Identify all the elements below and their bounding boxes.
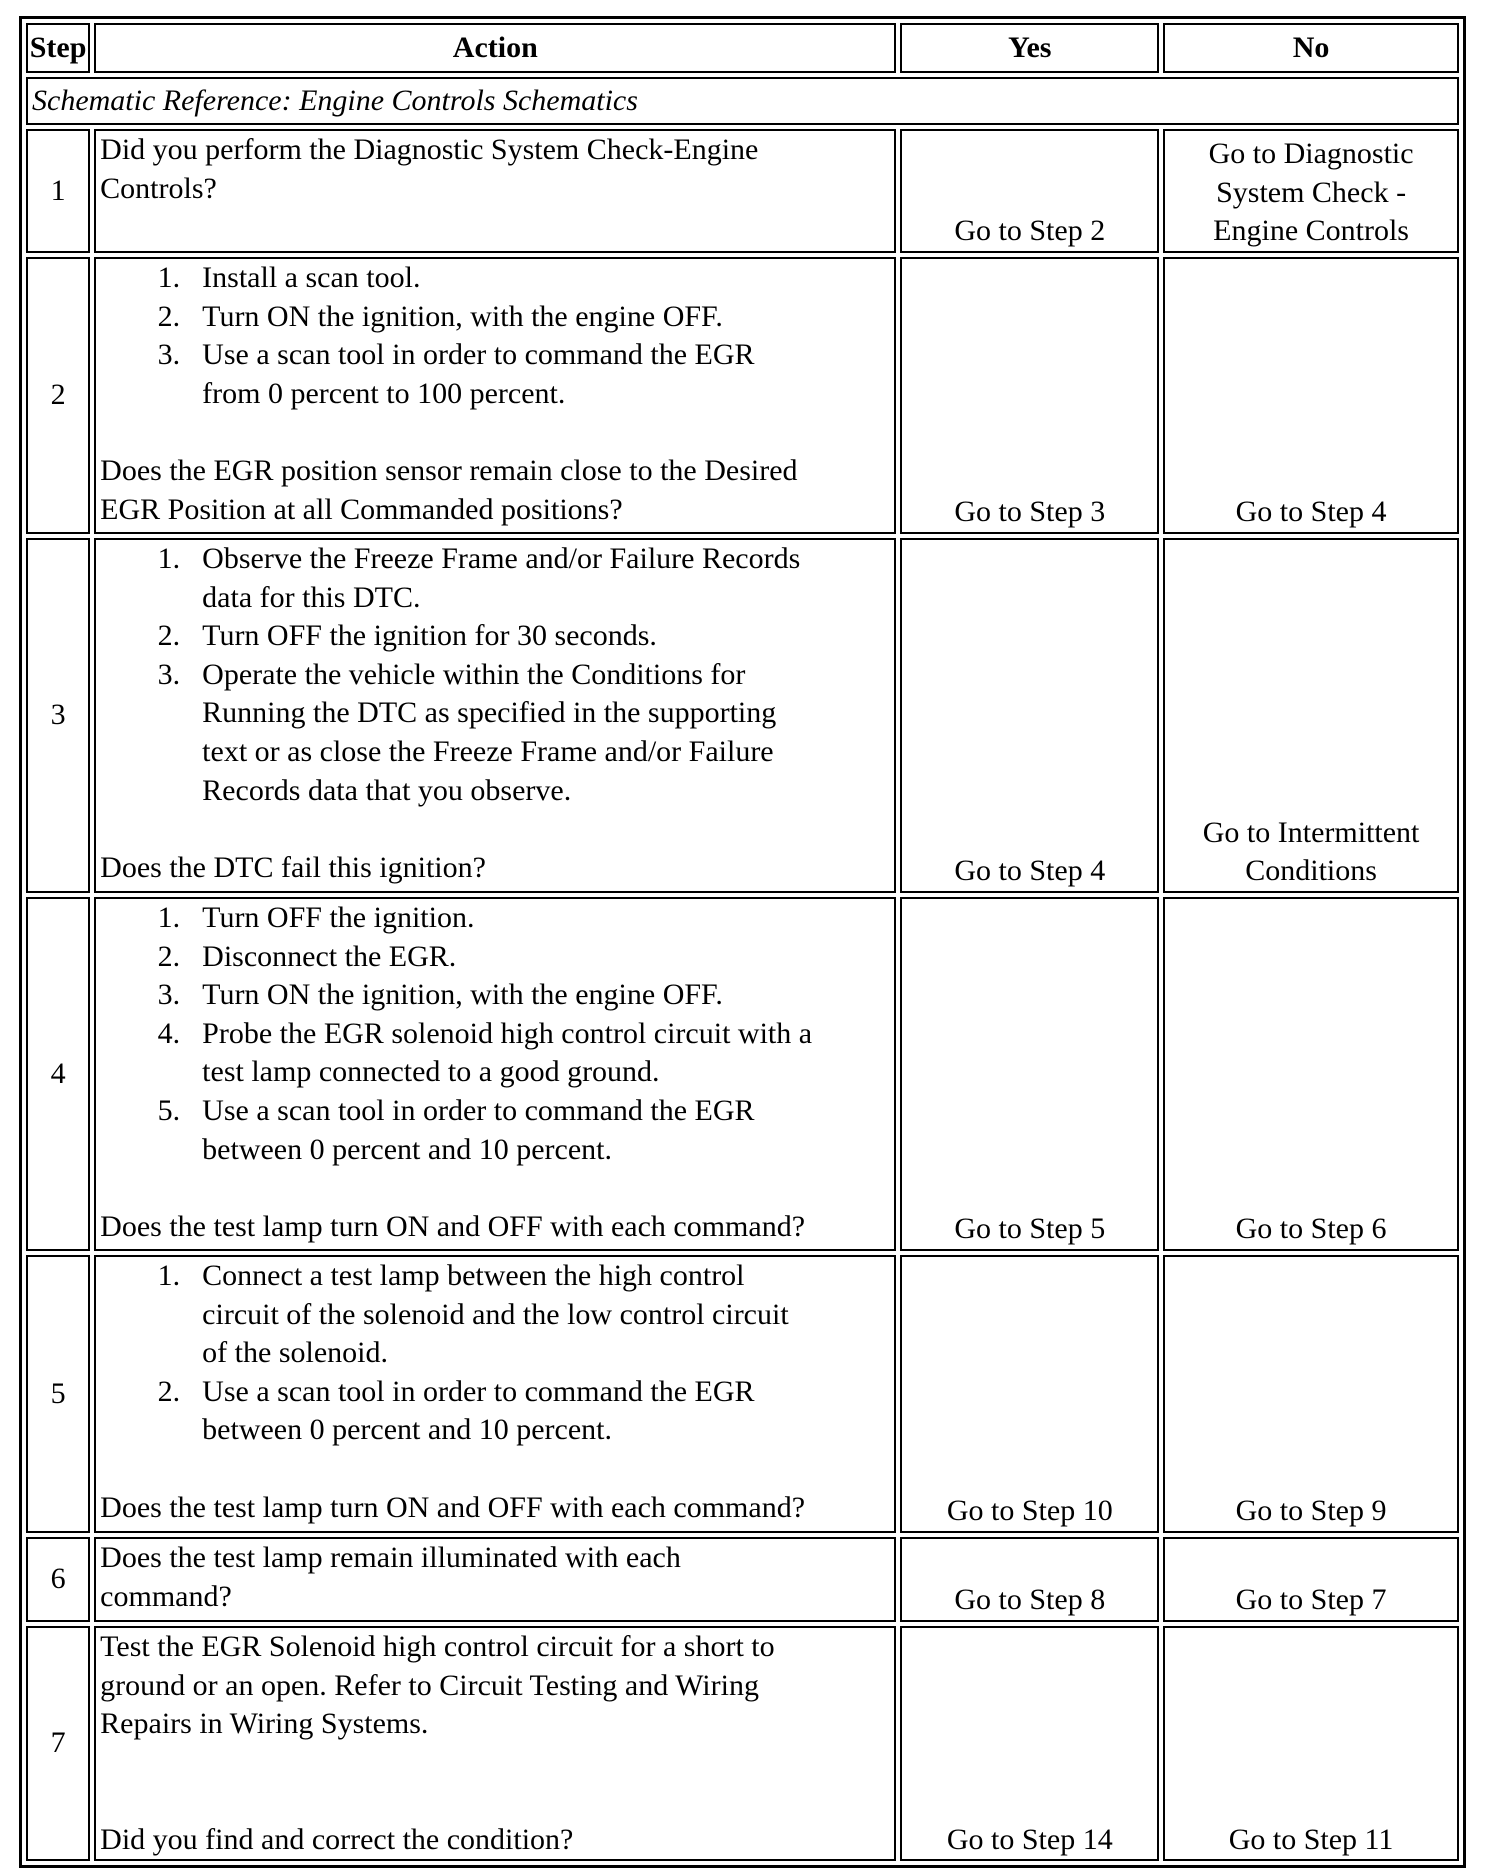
step-number: 4 <box>26 897 90 1251</box>
no-result: Go to Intermittent Conditions <box>1163 538 1459 893</box>
schematic-reference: Schematic Reference: Engine Controls Schematics <box>26 77 1459 125</box>
action-steps <box>100 540 890 810</box>
action-step-item <box>100 1373 890 1450</box>
action-step-item <box>100 617 890 656</box>
action-text: Test the EGR Solenoid high control circuit for a short to ground or an open. Refer to Circuit Testing and Wiring Repairs in Wiring Systems. <box>100 1630 775 1741</box>
step-item-number: 1. <box>157 261 181 294</box>
action-question: Does the test lamp turn ON and OFF with each command? <box>100 1209 806 1243</box>
yes-result: Go to Step 8 <box>900 1537 1159 1622</box>
step-item-text: Observe the Freeze Frame and/or Failure Records data for this DTC. <box>202 542 801 614</box>
header-row <box>26 23 1459 73</box>
step-item-text: Disconnect the EGR. <box>202 939 457 973</box>
table-row <box>26 897 1459 1251</box>
step-item-number: 5. <box>157 1093 181 1127</box>
header-yes: Yes <box>900 23 1159 73</box>
yes-result: Go to Step 4 <box>900 538 1159 893</box>
action-question: Does the EGR position sensor remain close to the Desired EGR Position at all Commanded positions? <box>100 453 798 526</box>
step-item-number: 2. <box>157 619 181 653</box>
header-no: No <box>1163 23 1459 73</box>
step-item-text: Probe the EGR solenoid high control circuit with a test lamp connected to a good ground. <box>202 1016 813 1089</box>
step-item-text: Turn OFF the ignition. <box>202 901 475 934</box>
step-item-text: Use a scan tool in order to command the EGR between 0 percent and 10 percent. <box>202 1374 755 1447</box>
step-item-text: Turn ON the ignition, with the engine OFF. <box>202 299 723 333</box>
table-row <box>26 257 1459 534</box>
yes-result: Go to Step 10 <box>900 1255 1159 1533</box>
table-row <box>26 1626 1459 1861</box>
step-item-text: Use a scan tool in order to command the EGR from 0 percent to 100 percent. <box>202 338 755 410</box>
header-step: Step <box>26 23 90 73</box>
table-row <box>26 1537 1459 1622</box>
action-step-item <box>100 1015 890 1092</box>
no-result: Go to Step 9 <box>1163 1255 1459 1533</box>
yes-result: Go to Step 3 <box>900 257 1159 534</box>
action-steps <box>100 1257 890 1450</box>
action-step-item <box>100 259 890 298</box>
action-question: Does the test lamp turn ON and OFF with each command? <box>100 1490 806 1524</box>
step-number: 7 <box>26 1626 90 1861</box>
no-result: Go to Step 11 <box>1163 1626 1459 1861</box>
action-steps <box>100 259 890 413</box>
no-result: Go to Step 7 <box>1163 1537 1459 1622</box>
action-cell <box>94 1255 896 1533</box>
step-item-number: 1. <box>157 542 181 575</box>
step-item-number: 4. <box>157 1016 181 1050</box>
action-cell <box>94 538 896 893</box>
no-result: Go to Step 4 <box>1163 257 1459 534</box>
action-step-item <box>100 298 890 337</box>
action-cell <box>94 129 896 253</box>
action-cell <box>94 897 896 1251</box>
action-step-item <box>100 336 890 413</box>
step-item-number: 2. <box>157 939 181 973</box>
step-number: 5 <box>26 1255 90 1533</box>
step-item-number: 2. <box>157 299 181 333</box>
action-step-item <box>100 976 890 1015</box>
table-row <box>26 538 1459 893</box>
action-step-item <box>100 1092 890 1169</box>
action-text: Does the test lamp remain illuminated with each command? <box>100 1541 681 1613</box>
header-action: Action <box>94 23 896 73</box>
action-step-item <box>100 656 890 810</box>
action-cell <box>94 1626 896 1861</box>
yes-result: Go to Step 2 <box>900 129 1159 253</box>
step-number: 6 <box>26 1537 90 1622</box>
action-step-item <box>100 540 890 617</box>
step-item-number: 1. <box>157 901 181 934</box>
table-row <box>26 1255 1459 1533</box>
step-item-number: 3. <box>157 978 181 1012</box>
step-item-number: 1. <box>157 1259 181 1292</box>
step-item-text: Turn ON the ignition, with the engine OFF. <box>202 978 723 1012</box>
step-item-number: 3. <box>157 657 181 691</box>
step-number: 1 <box>26 129 90 253</box>
step-item-text: Connect a test lamp between the high control circuit of the solenoid and the low control circuit of the solenoid. <box>202 1259 789 1370</box>
step-item-number: 2. <box>157 1374 181 1408</box>
action-steps <box>100 899 890 1169</box>
action-cell <box>94 257 896 534</box>
schematic-reference-row <box>26 77 1459 125</box>
action-text: Did you perform the Diagnostic System Check-Engine Controls? <box>100 133 759 205</box>
step-item-number: 3. <box>157 338 181 372</box>
action-question: Does the DTC fail this ignition? <box>100 850 486 884</box>
no-result: Go to Diagnostic System Check - Engine Controls <box>1163 129 1459 253</box>
table-row <box>26 129 1459 253</box>
yes-result: Go to Step 14 <box>900 1626 1159 1861</box>
step-number: 3 <box>26 538 90 893</box>
action-step-item <box>100 899 890 938</box>
diagnostic-table <box>19 16 1466 1868</box>
yes-result: Go to Step 5 <box>900 897 1159 1251</box>
action-step-item <box>100 1257 890 1373</box>
action-question: Did you find and correct the condition? <box>100 1822 574 1856</box>
no-result: Go to Step 6 <box>1163 897 1459 1251</box>
step-item-text: Use a scan tool in order to command the EGR between 0 percent and 10 percent. <box>202 1093 755 1166</box>
step-number: 2 <box>26 257 90 534</box>
step-item-text: Install a scan tool. <box>202 261 421 294</box>
step-item-text: Turn OFF the ignition for 30 seconds. <box>202 619 657 653</box>
action-cell <box>94 1537 896 1622</box>
action-step-item <box>100 938 890 977</box>
step-item-text: Operate the vehicle within the Conditions for Running the DTC as specified in the supporting text or as close the Freeze Frame and/or Failure Records data that you observe. <box>202 657 777 807</box>
